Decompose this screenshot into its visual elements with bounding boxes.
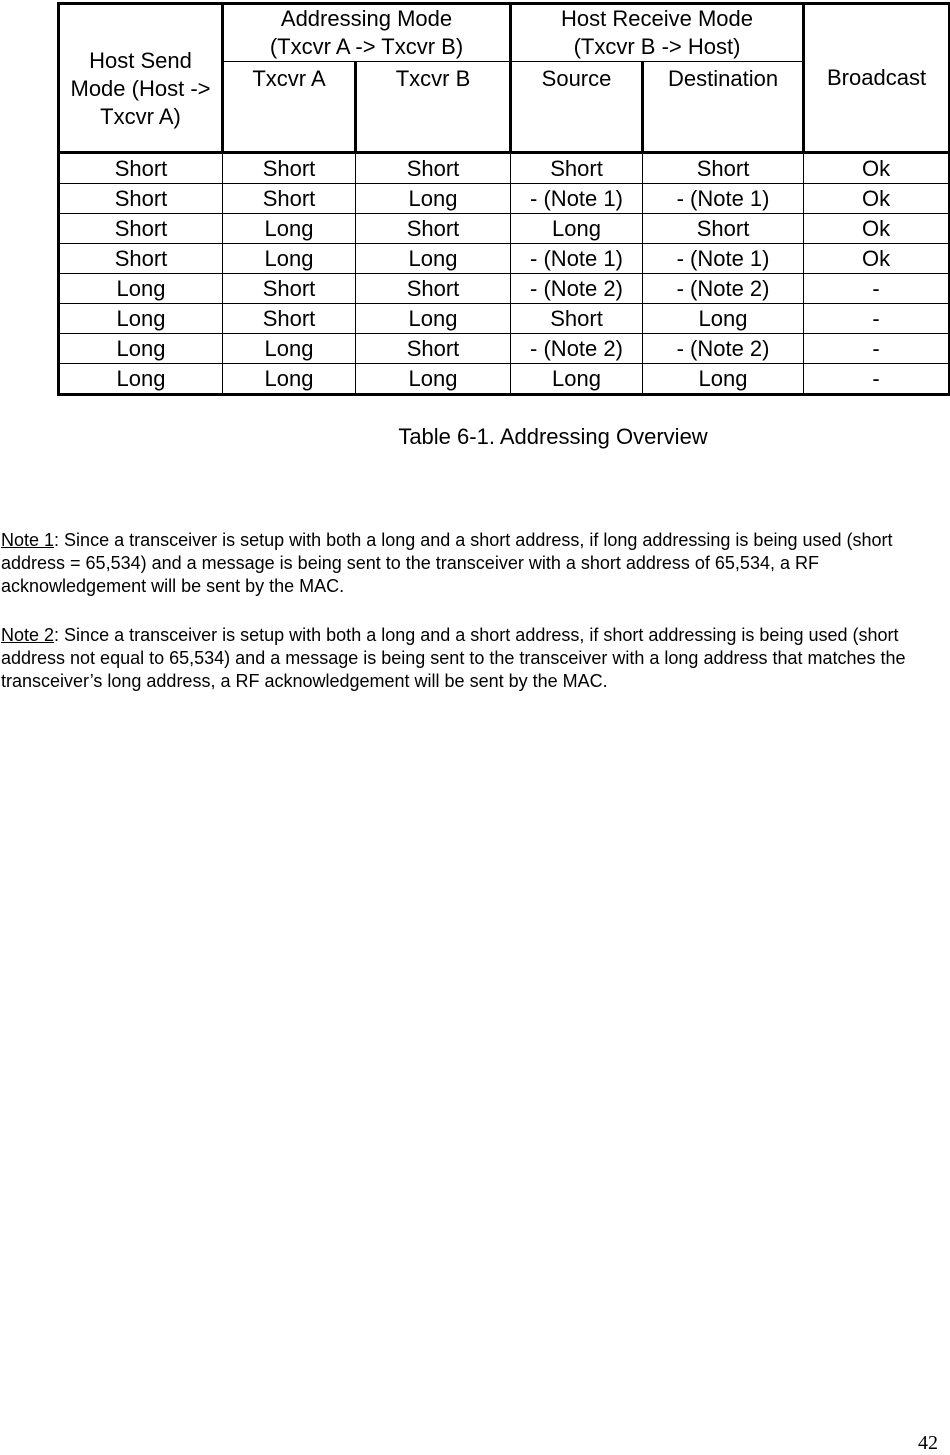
- table-row: [59, 304, 950, 334]
- cell-broadcast: -: [804, 334, 950, 364]
- note-2: [1, 624, 941, 693]
- host-send-mode-label: Host Send Mode (Host -> Txcvr A): [70, 48, 211, 129]
- cell-txcvr-a: Short: [223, 304, 356, 334]
- cell-destination: Short: [643, 153, 804, 184]
- addressing-mode-label: Addressing Mode: [280, 6, 453, 31]
- cell-txcvr-b: Long: [356, 244, 511, 274]
- cell-source: - (Note 2): [511, 274, 643, 304]
- cell-broadcast: -: [804, 304, 950, 334]
- cell-source: Long: [511, 214, 643, 244]
- header-addressing-mode: [223, 4, 511, 62]
- addressing-mode-sublabel: (Txcvr A -> Txcvr B): [269, 34, 464, 59]
- header-txcvr-a: [223, 62, 356, 153]
- page-number: 42: [918, 1432, 938, 1454]
- cell-source: - (Note 2): [511, 334, 643, 364]
- cell-source: Long: [511, 364, 643, 395]
- cell-broadcast: Ok: [804, 153, 950, 184]
- cell-destination: - (Note 1): [643, 244, 804, 274]
- table-row: [59, 274, 950, 304]
- header-destination: [643, 62, 804, 153]
- cell-broadcast: Ok: [804, 244, 950, 274]
- cell-txcvr-a: Short: [223, 274, 356, 304]
- cell-txcvr-b: Short: [356, 153, 511, 184]
- cell-host-send: Short: [59, 214, 223, 244]
- header-broadcast: [804, 4, 950, 153]
- cell-destination: Long: [643, 304, 804, 334]
- note-1-label: Note 1: [1, 530, 55, 550]
- cell-txcvr-b: Short: [356, 334, 511, 364]
- table-row: [59, 244, 950, 274]
- cell-broadcast: Ok: [804, 214, 950, 244]
- table-row: [59, 153, 950, 184]
- cell-broadcast: -: [804, 364, 950, 395]
- cell-host-send: Long: [59, 364, 223, 395]
- cell-txcvr-a: Long: [223, 364, 356, 395]
- host-receive-mode-label: Host Receive Mode: [561, 6, 754, 31]
- cell-host-send: Short: [59, 184, 223, 214]
- note-1-text: : Since a transceiver is setup with both a long and a short address, if long addressing is being used (short address = 65,534) and a message is being sent to the transceiver with a short address of 65,534, a RF acknowledgement will be sent by the MAC.: [1, 530, 893, 596]
- cell-source: - (Note 1): [511, 244, 643, 274]
- cell-broadcast: Ok: [804, 184, 950, 214]
- header-txcvr-b: [356, 62, 511, 153]
- cell-txcvr-a: Short: [223, 184, 356, 214]
- host-receive-mode-sublabel: (Txcvr B -> Host): [573, 34, 741, 59]
- cell-destination: - (Note 1): [643, 184, 804, 214]
- addressing-overview-table: [57, 2, 950, 396]
- cell-source: - (Note 1): [511, 184, 643, 214]
- cell-destination: - (Note 2): [643, 334, 804, 364]
- cell-destination: Long: [643, 364, 804, 395]
- cell-txcvr-a: Long: [223, 214, 356, 244]
- table-row: [59, 184, 950, 214]
- header-source: [511, 62, 643, 153]
- cell-host-send: Long: [59, 304, 223, 334]
- cell-txcvr-b: Long: [356, 364, 511, 395]
- cell-txcvr-b: Long: [356, 184, 511, 214]
- table-row: [59, 364, 950, 395]
- source-label: Source: [541, 66, 612, 91]
- header-host-receive-mode: [511, 4, 804, 62]
- cell-txcvr-a: Short: [223, 153, 356, 184]
- note-2-text: : Since a transceiver is setup with both a long and a short address, if short addressing is being used (short address not equal to 65,534) and a message is being sent to the transceiver with a long address that matches the transceiver’s long address, a RF acknowledgement will be sent by the MAC.: [1, 625, 906, 691]
- cell-host-send: Long: [59, 334, 223, 364]
- txcvr-a-label: Txcvr A: [252, 66, 326, 91]
- cell-txcvr-a: Long: [223, 244, 356, 274]
- note-1: [1, 529, 941, 598]
- cell-txcvr-a: Long: [223, 334, 356, 364]
- note-2-label: Note 2: [1, 625, 55, 645]
- cell-source: Short: [511, 304, 643, 334]
- cell-host-send: Short: [59, 153, 223, 184]
- header-host-send-mode: [59, 4, 223, 153]
- cell-destination: - (Note 2): [643, 274, 804, 304]
- cell-host-send: Short: [59, 244, 223, 274]
- cell-txcvr-b: Short: [356, 274, 511, 304]
- cell-txcvr-b: Long: [356, 304, 511, 334]
- cell-host-send: Long: [59, 274, 223, 304]
- txcvr-b-label: Txcvr B: [395, 66, 471, 91]
- table-caption: Table 6-1. Addressing Overview: [398, 424, 708, 449]
- broadcast-label: Broadcast: [827, 65, 927, 90]
- cell-source: Short: [511, 153, 643, 184]
- cell-broadcast: -: [804, 274, 950, 304]
- table-row: [59, 334, 950, 364]
- destination-label: Destination: [667, 66, 779, 91]
- cell-txcvr-b: Short: [356, 214, 511, 244]
- cell-destination: Short: [643, 214, 804, 244]
- table-row: [59, 214, 950, 244]
